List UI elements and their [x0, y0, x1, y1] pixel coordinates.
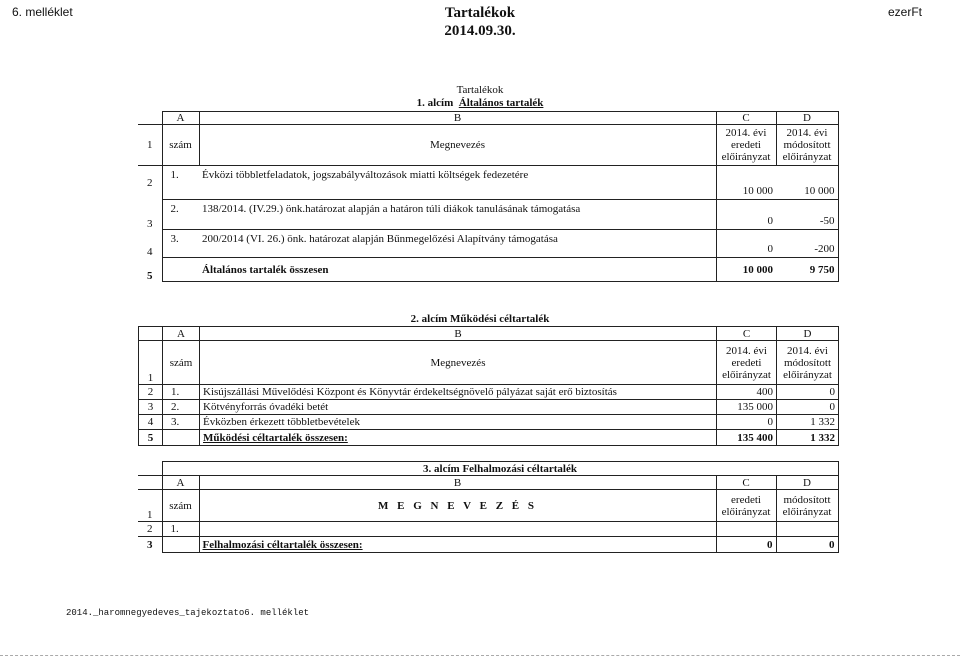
- row-num: 1.: [163, 385, 200, 400]
- header-c-line: előirányzat: [722, 368, 771, 381]
- row-value-d: 10 000: [776, 166, 838, 200]
- col-letter-b: B: [200, 327, 717, 341]
- row-number: 2: [138, 166, 162, 200]
- row-name: Kötvényforrás óvadéki betét: [200, 400, 717, 415]
- row-number: 2: [139, 385, 163, 400]
- table3-section-title: 3. alcím Felhalmozási céltartalék: [162, 462, 838, 476]
- header-c: [716, 490, 776, 522]
- row-num: 1.: [162, 522, 199, 537]
- row-value-d: 0: [777, 400, 839, 415]
- col-letter-c: C: [716, 476, 776, 490]
- table2-operating-reserve: [138, 326, 839, 446]
- header-d-line: módosított: [783, 493, 831, 506]
- header-c-line: előirányzat: [721, 151, 771, 163]
- header-c-line: előirányzat: [721, 505, 771, 518]
- table-total-row: [139, 430, 839, 446]
- table2-header-row: [139, 341, 839, 385]
- col-letter-b: B: [199, 112, 716, 125]
- row-name: Évközi többletfeladatok, jogszabályváltozások miatti költségek fedezetére: [199, 166, 716, 200]
- header-szam: szám: [162, 125, 199, 166]
- bottom-divider: [0, 655, 960, 656]
- total-value-d: 9 750: [776, 258, 838, 282]
- row-value-c: 400: [717, 385, 777, 400]
- row-number: 1: [138, 125, 162, 166]
- col-letter-d: D: [776, 476, 838, 490]
- col-letter-b: B: [199, 476, 716, 490]
- page-title: Tartalékok: [444, 5, 516, 21]
- col-letter-a: A: [163, 327, 200, 341]
- total-name: Felhalmozási céltartalék összesen:: [199, 537, 716, 553]
- header-d-line: előirányzat: [783, 368, 832, 381]
- table-row: [139, 415, 839, 430]
- row-value-d: -50: [776, 200, 838, 230]
- table3-header-row: [138, 490, 838, 522]
- row-value-c: 0: [716, 230, 776, 258]
- header-c: [717, 341, 777, 385]
- annex-label: 6. melléklet: [12, 5, 73, 19]
- row-number: 5: [138, 258, 162, 282]
- row-number: 2: [138, 522, 162, 537]
- row-num: 3.: [163, 415, 200, 430]
- table1-top-label: Tartalékok: [456, 84, 504, 96]
- page-date: 2014.09.30.: [444, 23, 516, 39]
- table-row: [139, 385, 839, 400]
- row-value-d: [776, 522, 838, 537]
- row-name: [199, 522, 716, 537]
- row-value-c: [716, 522, 776, 537]
- row-number: 1: [138, 490, 162, 522]
- table3-capital-reserve: [138, 461, 839, 553]
- header-d: [777, 341, 839, 385]
- row-number: 1: [139, 341, 163, 385]
- row-number: 3: [138, 200, 162, 230]
- table-row: [138, 200, 838, 230]
- total-value-c: 0: [716, 537, 776, 553]
- row-num: 1.: [162, 166, 199, 200]
- row-number: 3: [139, 400, 163, 415]
- header-c-line: eredeti: [731, 356, 762, 369]
- table1-section-name: Általános tartalék: [458, 97, 544, 109]
- row-name: Évközben érkezett többletbevételek: [200, 415, 717, 430]
- table1-section-title: [380, 97, 580, 109]
- table-row: [138, 166, 838, 200]
- table-total-row: [138, 537, 838, 553]
- total-value-c: 10 000: [716, 258, 776, 282]
- header-szam: szám: [162, 490, 199, 522]
- total-name: Működési céltartalék összesen:: [200, 430, 717, 446]
- row-number: 4: [138, 230, 162, 258]
- header-c-line: 2014. évi: [726, 344, 767, 357]
- total-value-c: 135 400: [717, 430, 777, 446]
- row-num: 3.: [162, 230, 199, 258]
- row-name: 138/2014. (IV.29.) önk.határozat alapján a határon túli diákok tanulásának támogatása: [199, 200, 716, 230]
- row-name: Kisújszállási Művelődési Központ és Könyvtár érdekeltségnövelő pályázat saját erő biztosítás: [200, 385, 717, 400]
- col-letter-a: A: [162, 112, 199, 125]
- header-d-line: módosított: [783, 356, 832, 369]
- col-letter-d: D: [776, 112, 838, 125]
- header-c-line: 2014. évi: [725, 127, 767, 139]
- total-name: Általános tartalék összesen: [199, 258, 716, 282]
- row-value-d: -200: [776, 230, 838, 258]
- total-value-d: 0: [776, 537, 838, 553]
- header-d-line: előirányzat: [782, 151, 832, 163]
- header-c-line: eredeti: [731, 139, 761, 151]
- table3-letter-row: [138, 476, 838, 490]
- header-megnevezes: Megnevezés: [199, 125, 716, 166]
- row-num: 2.: [162, 200, 199, 230]
- total-value-d: 1 332: [777, 430, 839, 446]
- header-c: [716, 125, 776, 166]
- col-letter-c: C: [717, 327, 777, 341]
- table-total-row: [138, 258, 838, 282]
- row-value-c: 10 000: [716, 166, 776, 200]
- row-number: 4: [139, 415, 163, 430]
- table1-letter-row: [138, 112, 838, 125]
- table-row: [138, 522, 838, 537]
- header-megnevezes: M E G N E V E Z É S: [199, 490, 716, 522]
- table1-section-num: 1. alcím: [416, 97, 454, 109]
- header-d: [776, 490, 838, 522]
- row-num: 2.: [163, 400, 200, 415]
- table3-title-row: [138, 462, 838, 476]
- footer-filename: 2014._haromnegyedeves_tajekoztato6. melléklet: [66, 608, 310, 618]
- row-value-d: 1 332: [777, 415, 839, 430]
- col-letter-d: D: [777, 327, 839, 341]
- col-letter-c: C: [716, 112, 776, 125]
- row-value-c: 135 000: [717, 400, 777, 415]
- row-value-c: 0: [716, 200, 776, 230]
- header-d: [776, 125, 838, 166]
- unit-label: ezerFt: [888, 5, 923, 19]
- table-row: [138, 230, 838, 258]
- row-value-d: 0: [777, 385, 839, 400]
- table-row: [139, 400, 839, 415]
- table1-header-row: [138, 125, 838, 166]
- col-letter-a: A: [162, 476, 199, 490]
- header-d-line: 2014. évi: [787, 344, 828, 357]
- row-name: 200/2014 (VI. 26.) önk. határozat alapján Bűnmegelőzési Alapítvány támogatása: [199, 230, 716, 258]
- header-d-line: előirányzat: [782, 505, 832, 518]
- header-d-line: módosított: [783, 139, 831, 151]
- row-number: 5: [139, 430, 163, 446]
- header-d-line: 2014. évi: [786, 127, 828, 139]
- table1-general-reserve: [138, 111, 839, 282]
- header-megnevezes: Megnevezés: [200, 341, 717, 385]
- header-c-line: eredeti: [731, 493, 761, 506]
- row-value-c: 0: [717, 415, 777, 430]
- table2-letter-row: [139, 327, 839, 341]
- header-szam: szám: [163, 341, 200, 385]
- row-number: 3: [138, 537, 162, 553]
- table2-section-title: 2. alcím Működési céltartalék: [410, 313, 550, 325]
